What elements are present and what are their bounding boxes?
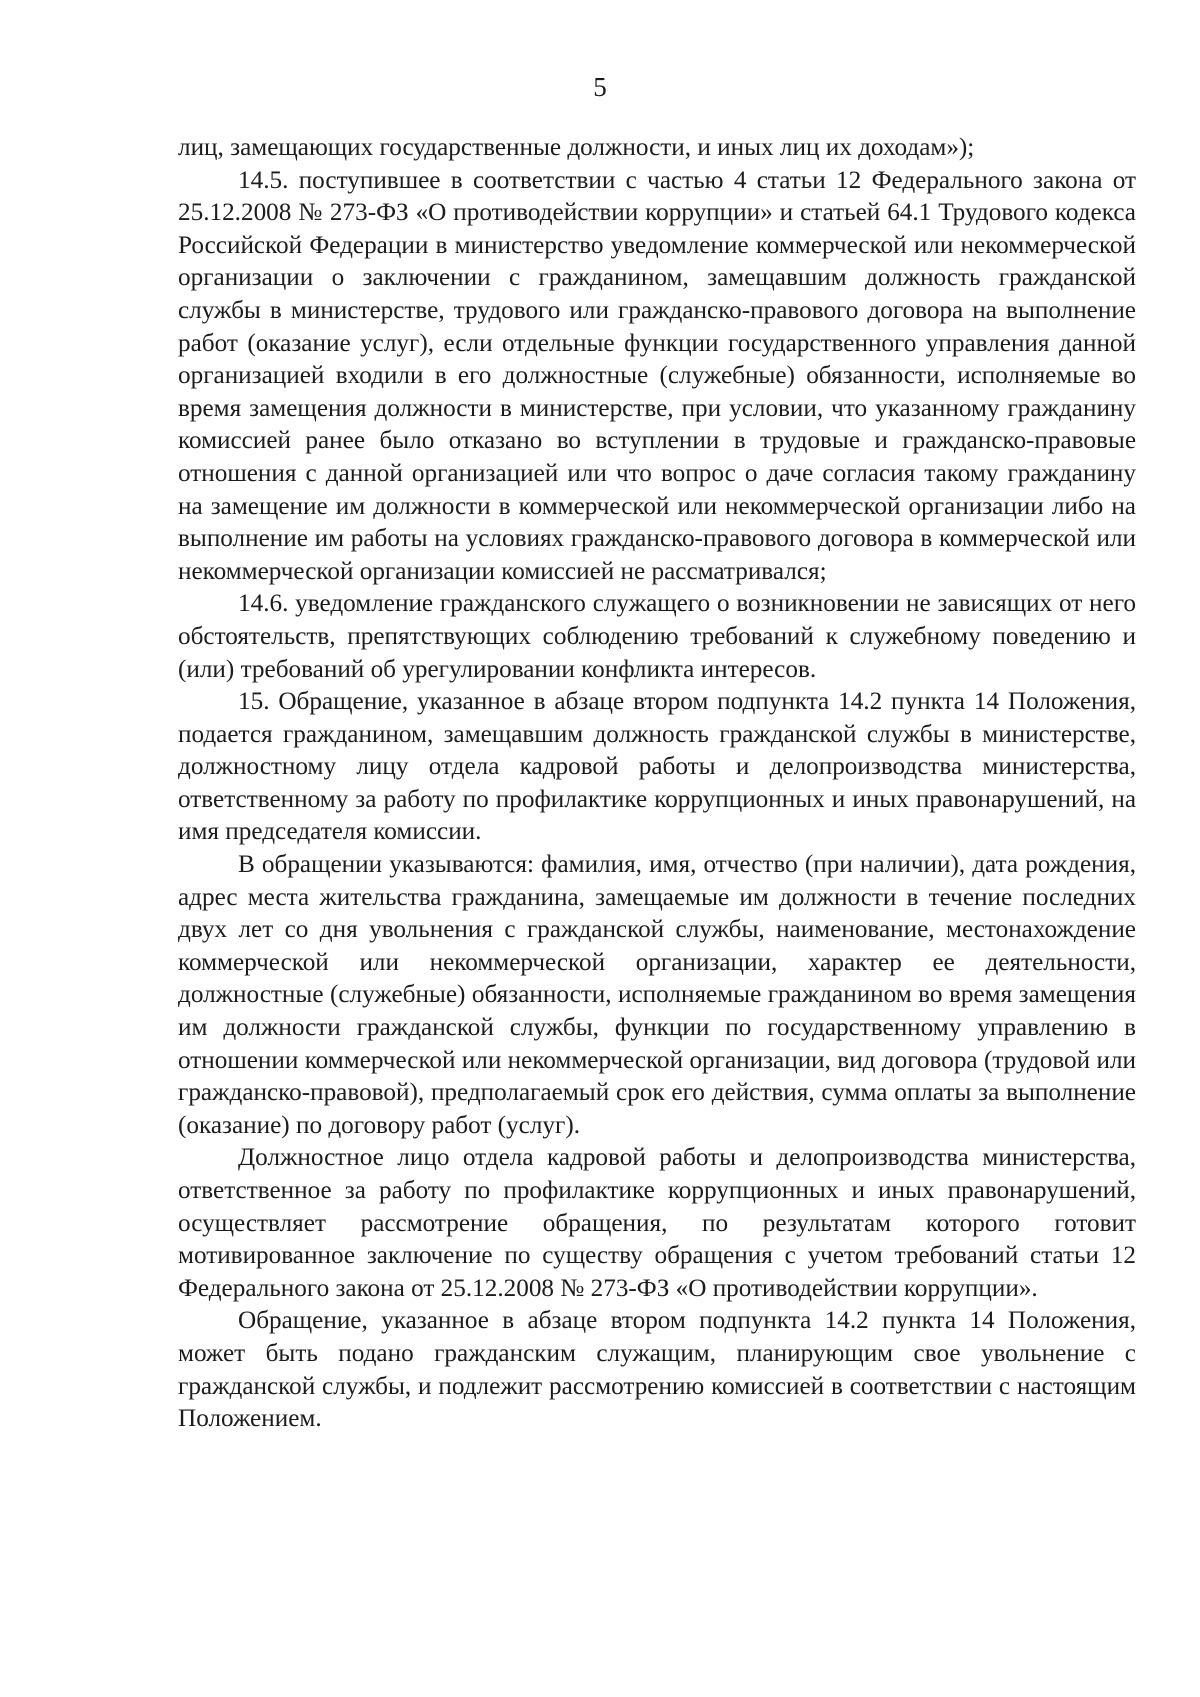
paragraph-15-review: Должностное лицо отдела кадровой работы и делопроизводства министерства, ответственное за работу по профилактике коррупционных и иных правонарушений, осуществляет рассмотрение обращения, по результатам которого готовит мотивированное заключение по существу обращения с учетом требований статьи 12 Федерального закона от 25.12.2008 № 273-ФЗ «О противодействии коррупции». <box>178 1144 1136 1302</box>
paragraph-14-5: 14.5. поступившее в соответствии с частью 4 статьи 12 Федерального закона от 25.12.2008 № 273-ФЗ «О противодействии коррупции» и статьей 64.1 Трудового кодекса Российской Федерации в министерство уведомление коммерческой или некоммерческой организации о заключении с гражданином, замещавшим должность гражданской службы в министерстве, трудового или гражданско-правового договора на выполнение работ (оказание услуг), если отдельные функции государственного управления данной организацией входили в его должностные (служебные) обязанности, исполняемые во время замещения должности в министерстве, при условии, что указанному гражданину комиссией ранее было отказано во вступлении в трудовые и гражданско-правовые отношения с данной организацией или что вопрос о даче согласия такому гражданину на замещение им должности в коммерческой или некоммерческой организации либо на выполнение им работы на условиях гражданско-правового договора в коммерческой или некоммерческой организации комиссией не рассматривался; <box>178 166 1136 585</box>
document-body <box>178 132 1136 1436</box>
page-number: 5 <box>593 72 607 102</box>
paragraph-15: 15. Обращение, указанное в абзаце втором подпункта 14.2 пункта 14 Положения, подается гражданином, замещавшим должность гражданской службы в министерстве, должностному лицу отдела кадровой работы и делопроизводства министерства, ответственному за работу по профилактике коррупционных и иных правонарушений, на имя председателя комиссии. <box>178 688 1136 846</box>
paragraph-14-6: 14.6. уведомление гражданского служащего о возникновении не зависящих от него обстоятельств, препятствующих соблюдению требований к служебному поведению и (или) требований об урегулировании конфликта интересов. <box>178 590 1136 683</box>
paragraph-15-content: В обращении указываются: фамилия, имя, отчество (при наличии), дата рождения, адрес места жительства гражданина, замещаемые им должности в течение последних двух лет со дня увольнения с гражданской службы, наименование, местонахождение коммерческой или некоммерческой организации, характер ее деятельности, должностные (служебные) обязанности, исполняемые гражданином во время замещения им должности гражданской службы, функции по государственному управлению в отношении коммерческой или некоммерческой организации, вид договора (трудовой или гражданско-правовой), предполагаемый срок его действия, сумма оплаты за выполнение (оказание) по договору работ (услуг). <box>178 851 1136 1139</box>
paragraph-15-prior: Обращение, указанное в абзаце втором подпункта 14.2 пункта 14 Положения, может быть подано гражданским служащим, планирующим свое увольнение с гражданской службы, и подлежит рассмотрению комиссией в соответствии с настоящим Положением. <box>178 1307 1136 1433</box>
paragraph-continuation: лиц, замещающих государственные должности, и иных лиц их доходам»); <box>178 134 975 161</box>
